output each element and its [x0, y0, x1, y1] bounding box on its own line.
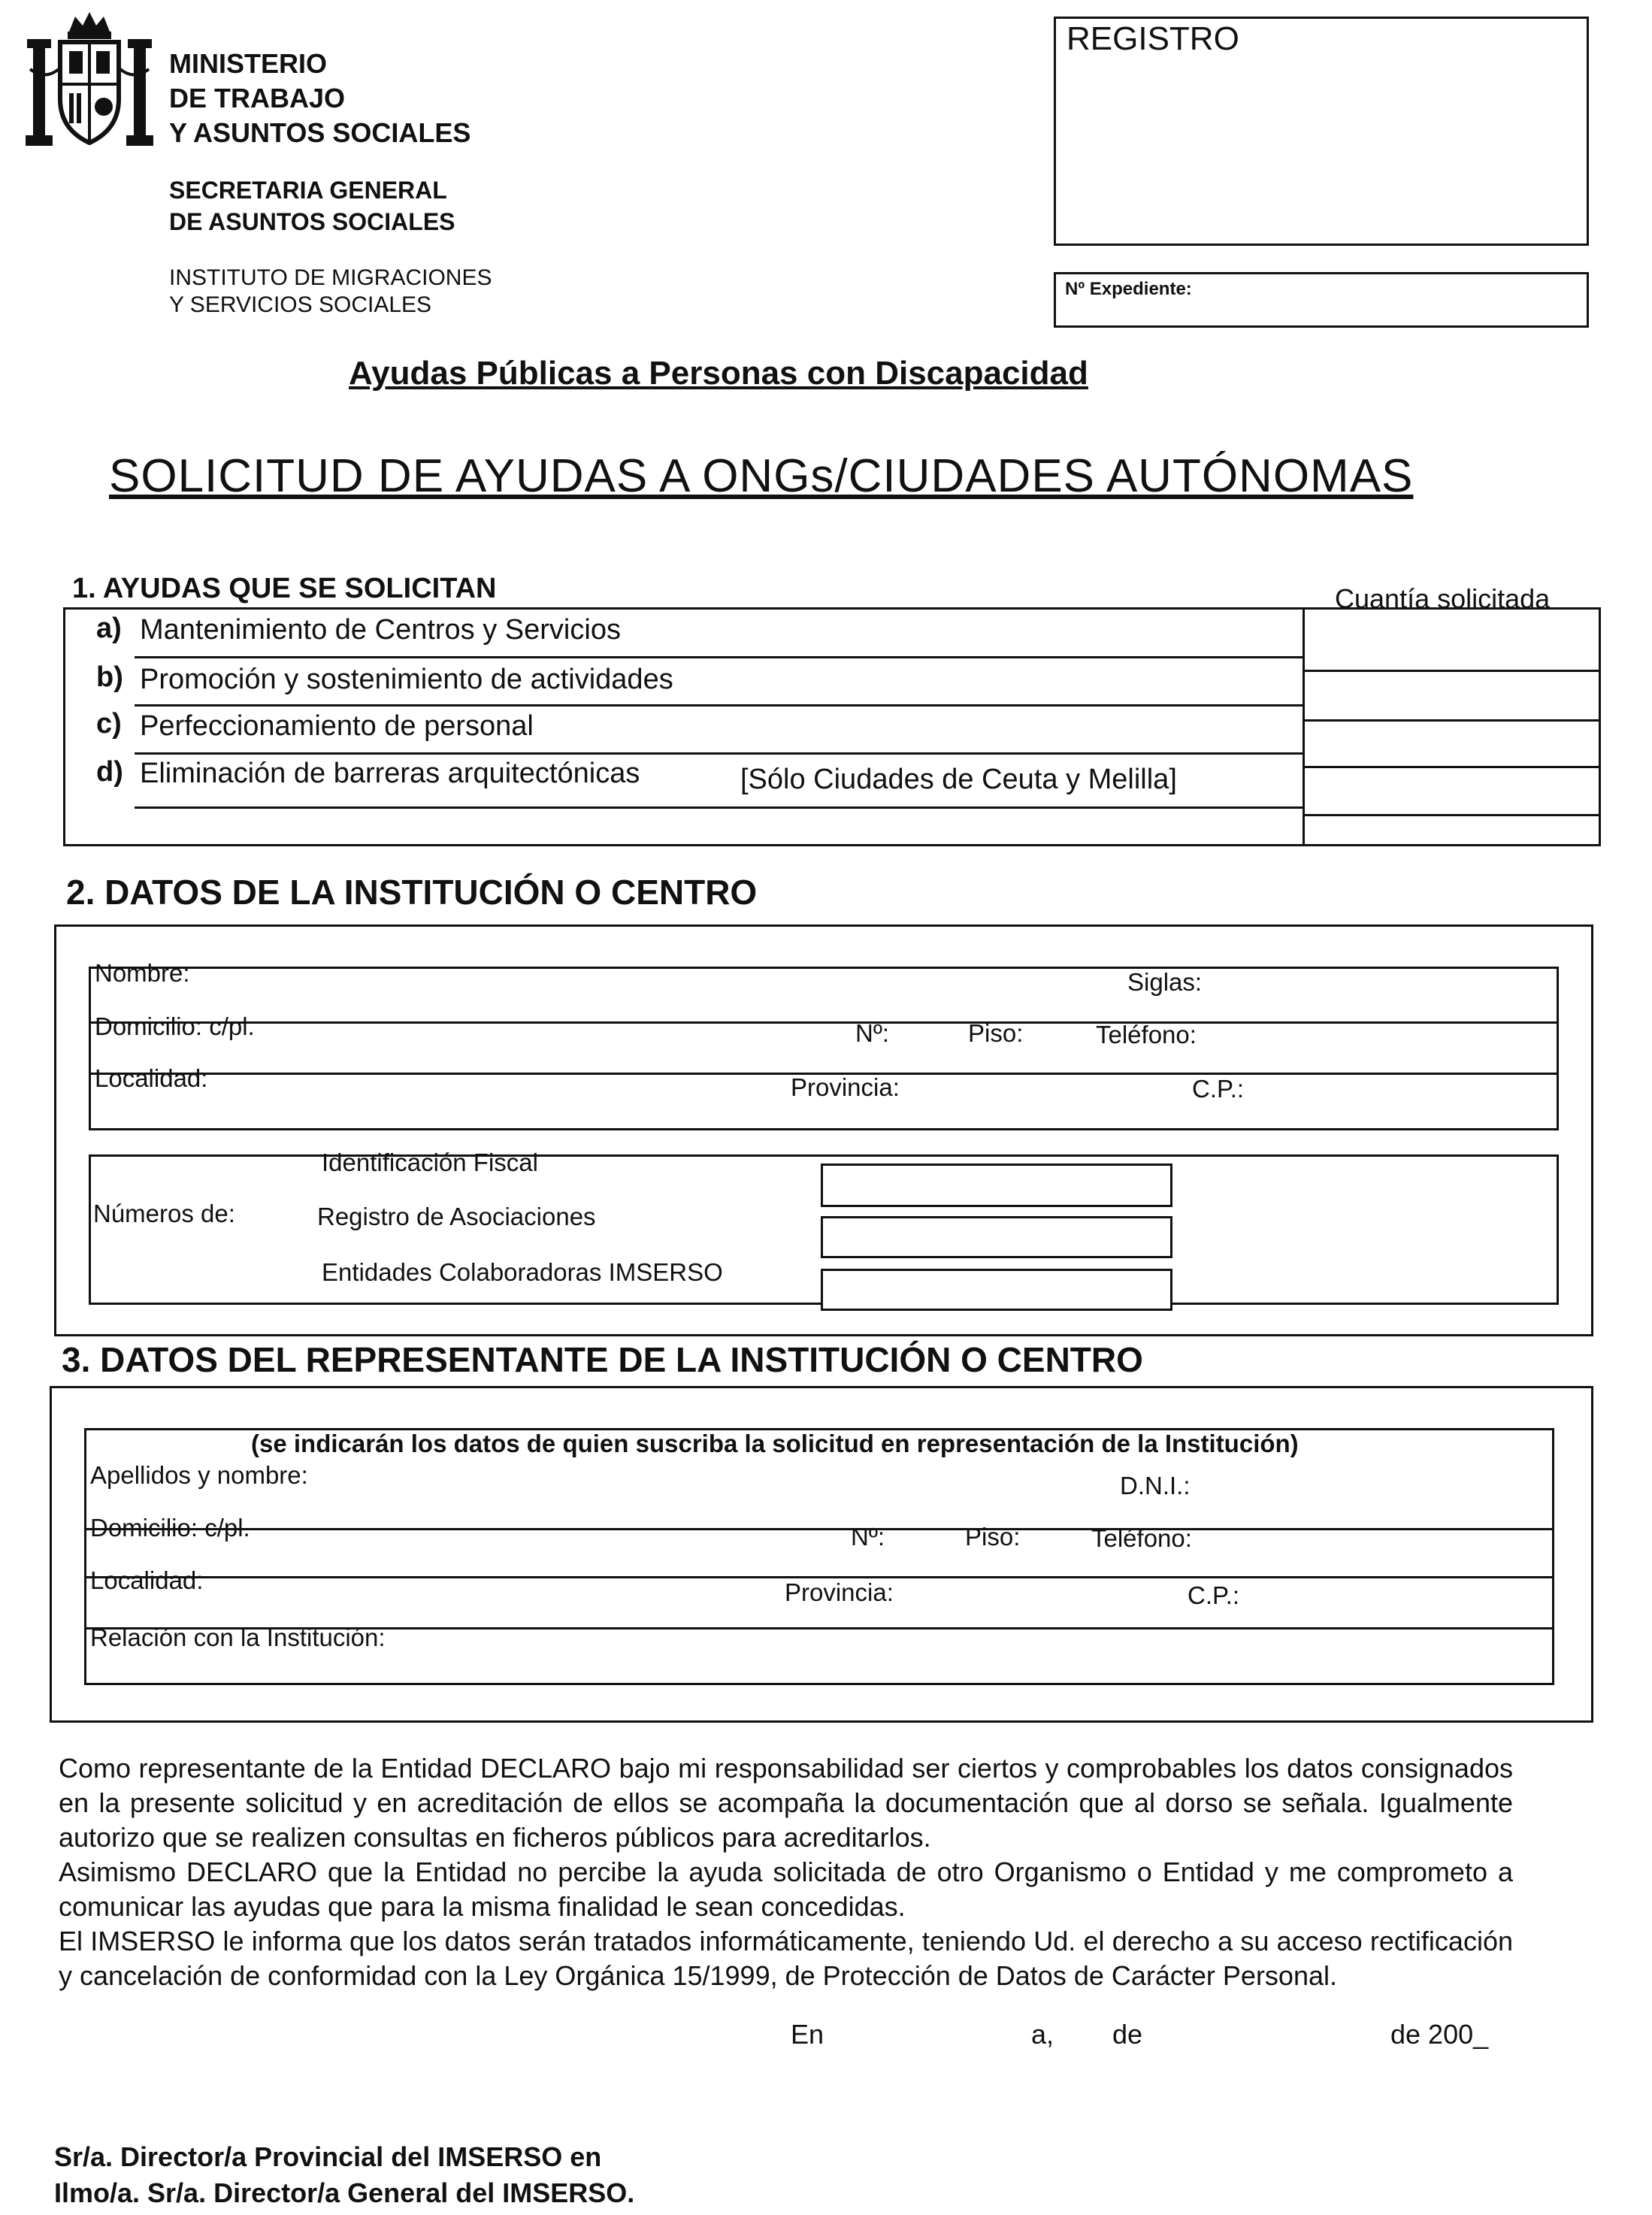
fiscal-id-field[interactable] — [821, 1163, 1172, 1207]
item-letter: d) — [96, 756, 123, 788]
provincia-label: Provincia: — [785, 1578, 894, 1606]
expediente-field[interactable] — [1054, 272, 1589, 328]
row-line — [135, 656, 1303, 658]
section1-title: 1. AYUDAS QUE SE SOLICITAN — [72, 573, 497, 604]
declaration-paragraph: Asimismo DECLARO que la Entidad no percibe la ayuda solicitada de otro Organismo o Entidad y me comprometo a comunicar las ayudas que para la misma finalidad le sean concedidas. — [59, 1856, 1513, 1922]
cp-label: C.P.: — [1188, 1581, 1240, 1609]
date-year-label: de 200_ — [1390, 2019, 1489, 2050]
registro-asociaciones-label: Registro de Asociaciones — [317, 1203, 596, 1230]
item-letter: b) — [96, 661, 123, 693]
amount-field-a[interactable] — [1303, 615, 1596, 663]
cp-label: C.P.: — [1192, 1075, 1245, 1103]
provincia-label: Provincia: — [791, 1073, 900, 1101]
amount-line — [1303, 814, 1599, 816]
row-line — [135, 752, 1303, 755]
telefono-label: Teléfono: — [1091, 1524, 1192, 1552]
amount-field-c[interactable] — [1303, 719, 1596, 763]
institution-data-box — [89, 967, 1559, 1130]
section3-title: 3. DATOS DEL REPRESENTANTE DE LA INSTITUCIÓN O CENTRO — [62, 1340, 1143, 1379]
item-letter: c) — [96, 708, 122, 740]
apellidos-label: Apellidos y nombre: — [90, 1461, 308, 1489]
registro-asociaciones-field[interactable] — [821, 1216, 1172, 1258]
amount-field-b[interactable] — [1303, 670, 1596, 716]
expediente-label: Nº Expediente: — [1065, 279, 1192, 299]
item-label: Perfeccionamiento de personal — [140, 710, 534, 742]
item-letter: a) — [96, 613, 122, 644]
ministry-line: Y ASUNTOS SOCIALES — [169, 117, 471, 148]
secretaria-line: SECRETARIA GENERAL — [169, 177, 447, 204]
instituto-name — [169, 265, 492, 319]
amount-header: Cuantía solicitada — [1335, 583, 1551, 614]
ministry-line: DE TRABAJO — [169, 83, 346, 113]
instituto-line: Y SERVICIOS SOCIALES — [169, 292, 432, 317]
siglas-label: Siglas: — [1127, 968, 1203, 996]
fiscal-label: Identificación Fiscal — [322, 1148, 538, 1176]
piso-label: Piso: — [965, 1523, 1021, 1551]
page-subtitle: Ayudas Públicas a Personas con Discapacidad — [349, 355, 1088, 392]
page-title: SOLICITUD DE AYUDAS A ONGs/CIUDADES AUTÓNOMAS — [109, 450, 1414, 502]
telefono-label: Teléfono: — [1096, 1021, 1197, 1048]
entidades-label: Entidades Colaboradoras IMSERSO — [322, 1258, 723, 1286]
row-line — [135, 704, 1303, 707]
localidad-label: Localidad: — [90, 1566, 204, 1594]
secretaria-line: DE ASUNTOS SOCIALES — [169, 208, 455, 235]
declaration-paragraph: Como representante de la Entidad DECLARO bajo mi responsabilidad ser ciertos y comprobables los datos consignados en la presente solicitud y en acreditación de ellos se acompaña la documentación que al dorso se señala. Igualmente autorizo que se realizen consultas en ficheros públicos para acreditarlos. — [59, 1753, 1513, 1853]
ministry-line: MINISTERIO — [169, 48, 328, 79]
secretaria-name — [169, 174, 455, 238]
dni-label: D.N.I.: — [1120, 1472, 1191, 1499]
addressee-line: Ilmo/a. Sr/a. Director/a General del IMSERSO. — [54, 2177, 635, 2208]
row-line — [86, 1528, 1552, 1530]
coat-of-arms-icon — [23, 9, 156, 150]
domicilio-label: Domicilio: c/pl. — [95, 1012, 255, 1040]
ministry-name — [169, 47, 470, 150]
localidad-label: Localidad: — [95, 1064, 208, 1092]
section2-title: 2. DATOS DE LA INSTITUCIÓN O CENTRO — [66, 873, 758, 912]
item-label: Mantenimiento de Centros y Servicios — [140, 614, 621, 646]
place-en-label: En — [791, 2019, 824, 2050]
registro-label: REGISTRO — [1067, 20, 1239, 57]
row-line — [135, 806, 1303, 809]
relacion-label: Relación con la Institución: — [90, 1623, 386, 1651]
ministry-emblem — [23, 9, 156, 150]
amount-field-d[interactable] — [1303, 767, 1596, 812]
registro-box[interactable] — [1054, 17, 1589, 246]
addressee-line: Sr/a. Director/a Provincial del IMSERSO en — [54, 2141, 602, 2172]
date-de-label: de — [1112, 2019, 1143, 2050]
piso-label: Piso: — [968, 1019, 1024, 1047]
item-label: Promoción y sostenimiento de actividades — [140, 664, 673, 695]
addressees — [54, 2139, 634, 2211]
numero-label: Nº: — [851, 1523, 885, 1551]
row-line — [91, 1021, 1557, 1024]
item-note: [Sólo Ciudades de Ceuta y Melilla] — [740, 764, 1177, 795]
representative-note: (se indicarán los datos de quien suscriba la solicitud en representación de la Institución) — [251, 1430, 1299, 1457]
date-a-label: a, — [1031, 2019, 1054, 2050]
entidades-colaboradoras-field[interactable] — [821, 1269, 1172, 1311]
numeros-de-label: Números de: — [93, 1200, 235, 1227]
declaration-text — [59, 1751, 1513, 1993]
instituto-line: INSTITUTO DE MIGRACIONES — [169, 265, 492, 290]
numero-label: Nº: — [855, 1019, 890, 1047]
declaration-paragraph: El IMSERSO le informa que los datos serán tratados informáticamente, teniendo Ud. el derecho a su acceso rectificación y cancelación de conformidad con la Ley Orgánica 15/1999, de Protección de Datos de Carácter Personal. — [59, 1926, 1513, 1991]
item-label: Eliminación de barreras arquitectónicas — [140, 758, 640, 789]
domicilio-label: Domicilio: c/pl. — [90, 1514, 250, 1542]
nombre-label: Nombre: — [95, 959, 190, 987]
